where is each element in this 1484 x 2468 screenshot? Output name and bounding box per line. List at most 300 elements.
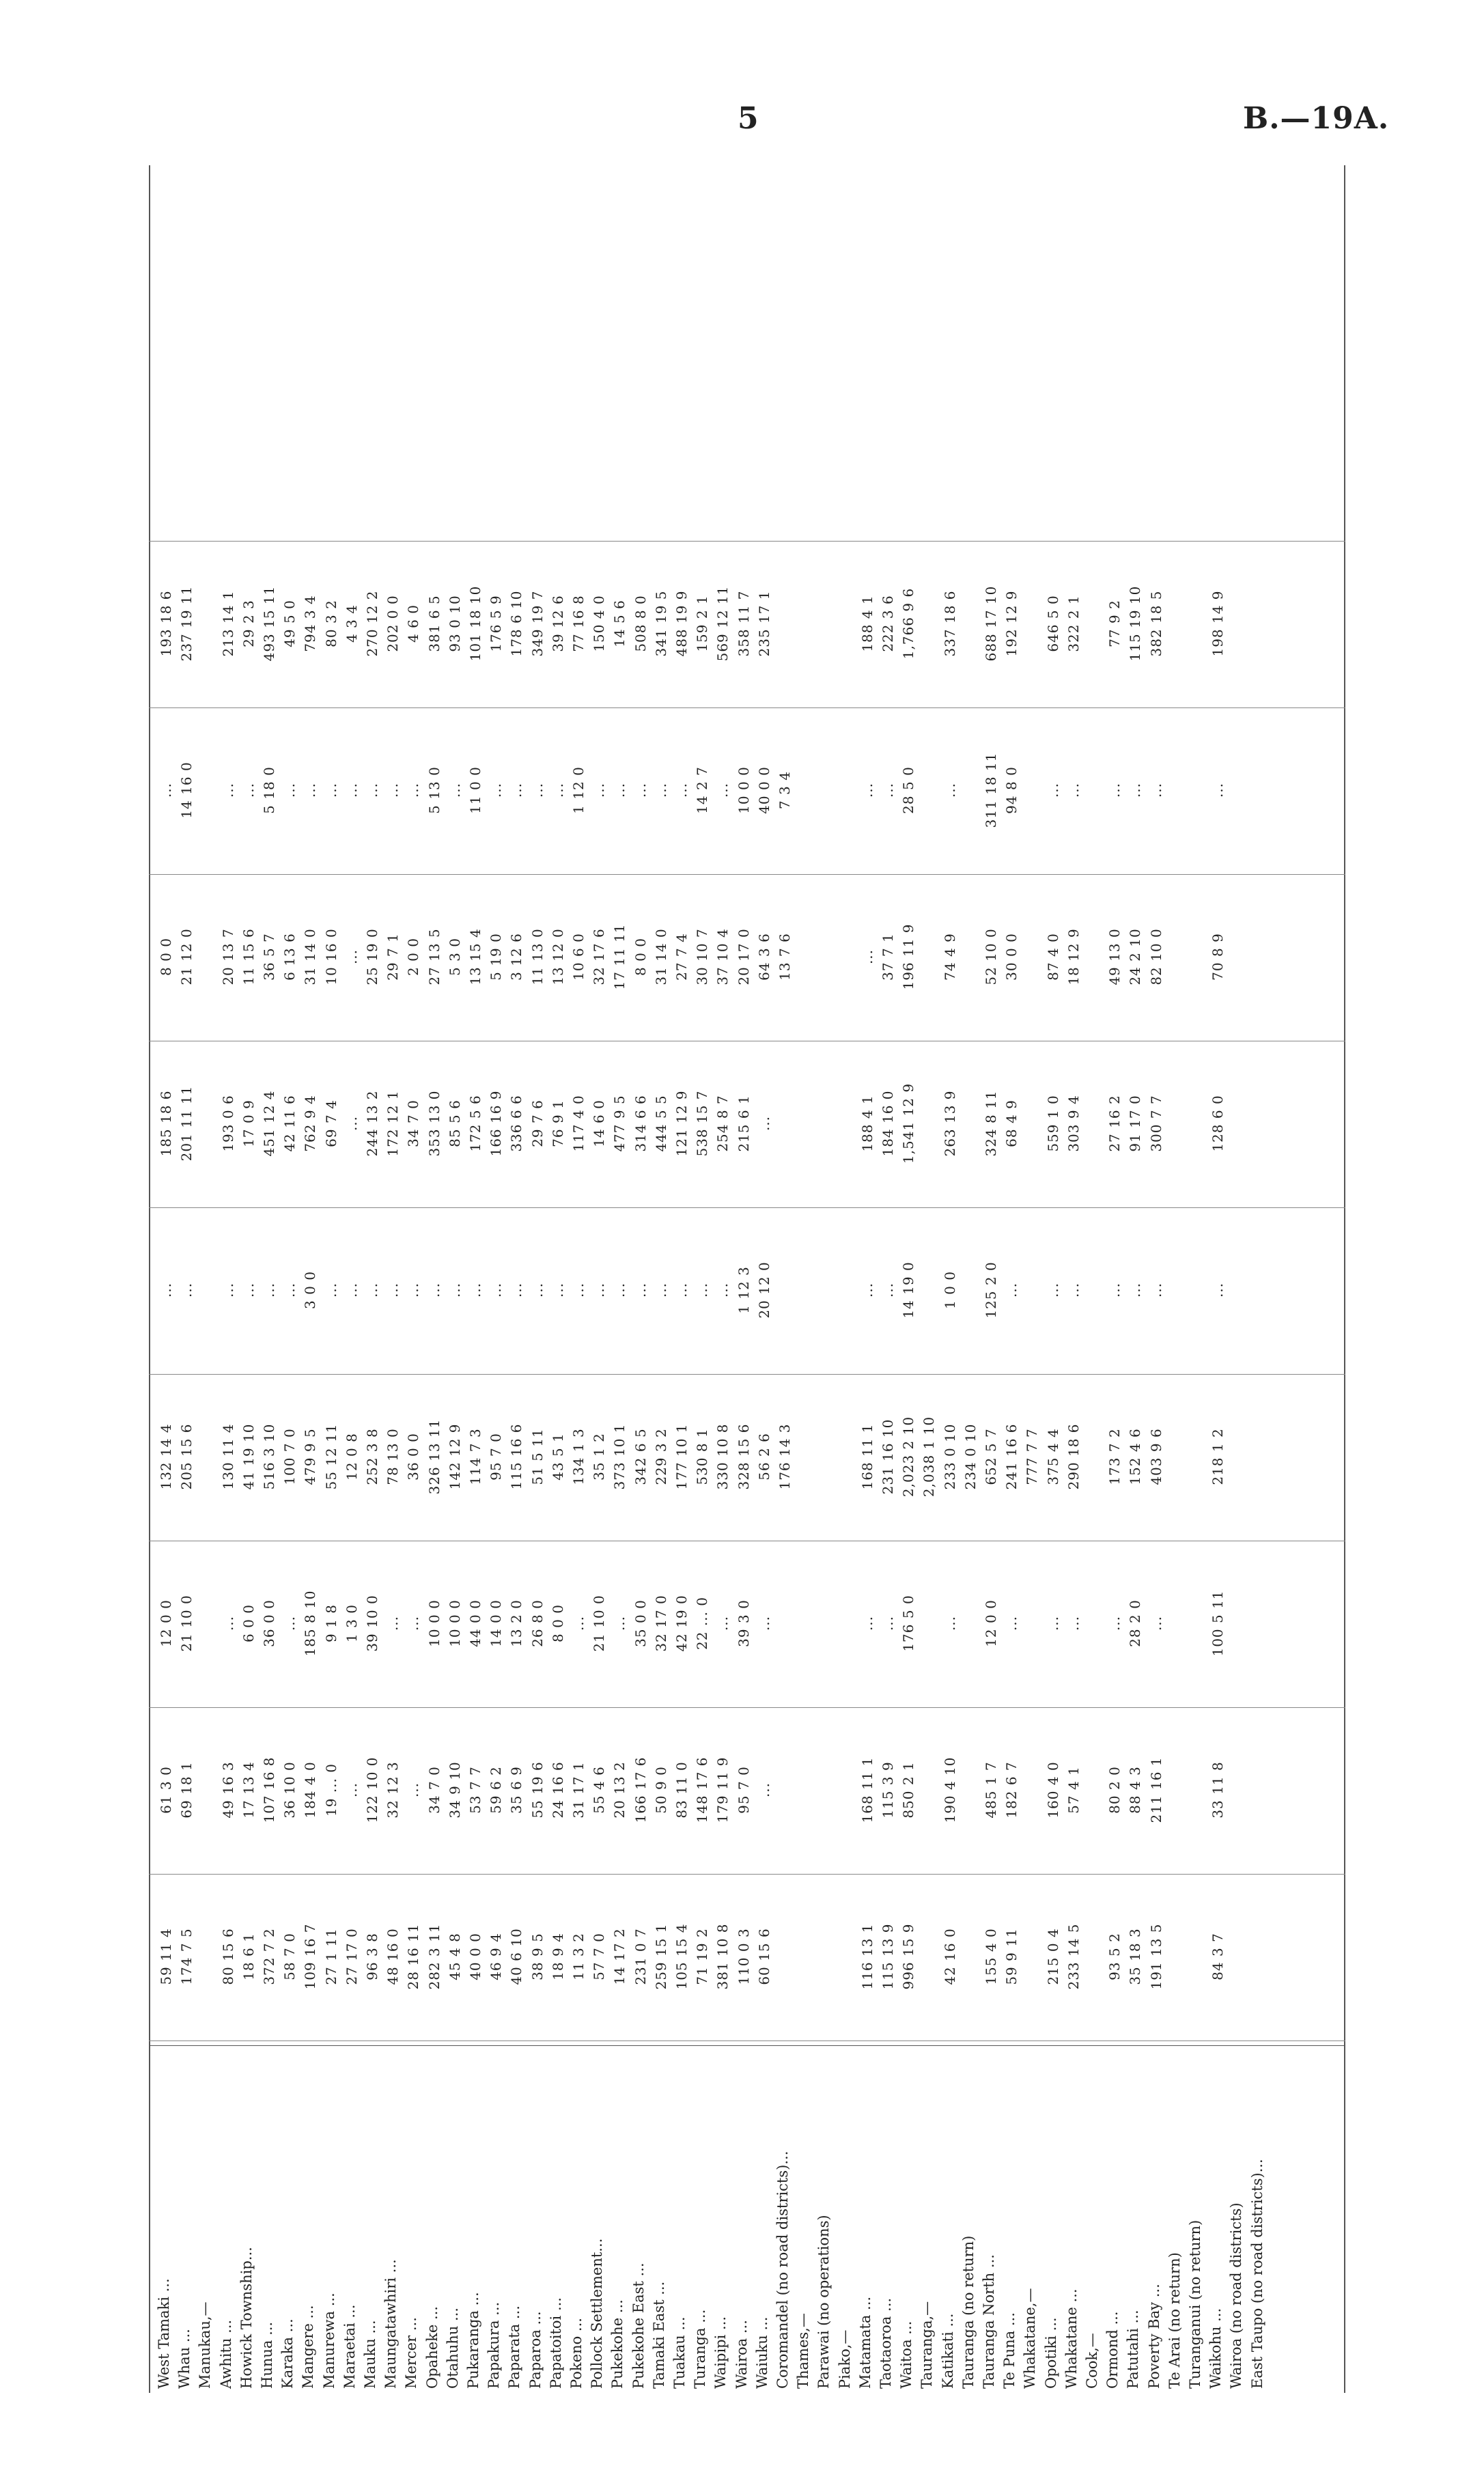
cell-value: 252 3 8 [364,1428,380,1485]
cell-value: 191 13 5 [1147,1923,1164,1990]
table-cell [817,707,835,874]
cell-value: 116 13 1 [858,1923,876,1990]
table-cell [652,1374,670,1541]
table-cell [466,1207,484,1374]
table-cell [1168,707,1186,874]
table-row [240,169,257,2389]
table-cell [879,1374,897,1541]
cell-value: ... [880,1282,896,1298]
row-label-cell [322,2041,340,2389]
cell-value: 95 7 0 [735,1766,752,1814]
table-cell [384,1207,402,1374]
table-cell [240,541,257,707]
cell-value: 22 ... 0 [694,1597,711,1650]
table-cell [507,541,525,707]
cell-value: 101 18 10 [467,585,484,662]
table-cell [652,1874,670,2041]
table-cell [776,1041,794,1207]
row-label: East Taupo (no road districts)... [1248,2159,1265,2389]
table-cell [632,541,649,707]
cell-value: ... [446,782,463,798]
cell-value: 235 17 1 [755,590,772,657]
table-row [1188,169,1206,2389]
table-cell [507,1374,525,1541]
table-cell [404,1707,422,1874]
cell-value: 777 7 7 [1024,1428,1041,1485]
cell-value: 488 19 9 [673,590,690,657]
cell-value: 234 0 10 [962,1423,979,1490]
cell-value: 300 7 7 [1147,1095,1164,1152]
table-cell [652,1207,670,1374]
table-cell [941,541,959,707]
cell-value: 4 3 4 [343,604,360,643]
table-cell [735,1041,753,1207]
cell-value: 80 3 2 [322,600,339,647]
table-cell [1188,1541,1206,1707]
row-label: Pukaranga ... [465,2292,481,2389]
cell-value: 403 9 6 [1147,1428,1164,1485]
table-cell [1147,1874,1165,2041]
cell-value: 80 15 6 [219,1928,236,1985]
cell-value: 10 6 0 [570,933,587,981]
table-cell [1188,707,1206,874]
cell-value: 48 16 0 [384,1928,402,1985]
cell-value: 185 8 10 [302,1590,319,1657]
row-label: Pukekohe ... [609,2299,626,2389]
cell-value: ... [364,1282,380,1298]
table-cell [652,707,670,874]
table-row [962,169,979,2389]
table-cell [281,874,298,1041]
cell-value: 444 5 5 [652,1095,669,1152]
cell-value: 21 12 0 [178,928,195,985]
cell-value: 178 6 10 [508,590,525,657]
cell-value: 311 18 11 [983,752,999,828]
cell-value: 83 11 0 [673,1761,690,1819]
row-label-cell [652,2041,670,2389]
cell-value: 121 12 9 [673,1090,690,1157]
cell-value: 184 4 0 [302,1761,319,1819]
cell-value: ... [240,1282,257,1298]
table-cell [1250,1374,1268,1541]
table-cell [1250,541,1268,707]
table-cell [281,1541,298,1707]
table-cell [776,1707,794,1874]
cell-value: 30 0 0 [1003,933,1020,981]
table-cell [1085,874,1103,1041]
row-label: Katikati ... [939,2313,956,2389]
table-cell [1003,1541,1020,1707]
table-cell [466,541,484,707]
table-cell [673,874,690,1041]
table-row [157,169,175,2389]
cell-value: 215 0 4 [1044,1928,1061,1985]
table-row [693,169,711,2389]
table-cell [632,1707,649,1874]
table-cell [343,1374,361,1541]
column-rule [149,1374,1345,1375]
table-cell [611,1707,628,1874]
table-cell [425,1541,443,1707]
cell-value: 646 5 0 [1044,595,1061,652]
table-cell [260,541,278,707]
cell-value: 172 5 6 [467,1095,484,1152]
table-cell [1147,1041,1165,1207]
table-cell [363,1541,381,1707]
table-cell [363,1374,381,1541]
table-cell [1106,1207,1123,1374]
cell-value: 44 0 0 [467,1599,484,1647]
table-cell [487,541,505,707]
table-cell [982,1041,1000,1207]
table-cell [487,1874,505,2041]
cell-value: 31 14 0 [302,928,319,985]
cell-value: ... [384,1282,402,1298]
cell-value: 5 3 0 [446,938,463,976]
table-cell [404,874,422,1041]
cell-value: 31 17 1 [570,1761,587,1819]
cell-value: 35 6 9 [508,1766,525,1814]
table-cell [343,874,361,1041]
cell-value: ... [673,782,690,798]
cell-value: 32 17 0 [652,1595,669,1652]
table-cell [549,1541,567,1707]
row-label-cell [879,2041,897,2389]
table-cell [632,1374,649,1541]
table-cell [570,1207,587,1374]
row-label: Piako,— [836,2329,853,2389]
cell-value: 508 8 0 [632,595,649,652]
table-cell [982,1707,1000,1874]
table-cell [1209,1374,1227,1541]
table-cell [962,874,979,1041]
table-row [1126,169,1144,2389]
row-label-cell [260,2041,278,2389]
table-cell [1085,1874,1103,2041]
table-cell [363,1707,381,1874]
table-cell [673,707,690,874]
cell-value: 20 17 0 [735,928,752,985]
row-label-cell [632,2041,649,2389]
cell-value: 34 9 10 [446,1761,463,1819]
table-cell [941,1374,959,1541]
row-label-cell [281,2041,298,2389]
cell-value: 381 10 8 [714,1923,731,1990]
table-cell [858,1374,876,1541]
cell-value: ... [1065,1282,1082,1298]
cell-value: 193 18 6 [158,590,174,657]
table-cell [240,1041,257,1207]
table-cell [507,1874,525,2041]
cell-value: ... [1127,1282,1144,1298]
row-label-cell [1044,2041,1062,2389]
row-label: Ormond ... [1104,2311,1121,2389]
table-cell [1229,707,1247,874]
table-cell [219,1374,237,1541]
cell-value: 29 7 6 [529,1099,546,1147]
cell-value: 46 9 4 [488,1933,505,1980]
cell-value: 201 11 11 [178,1085,195,1162]
table-cell [1147,541,1165,707]
cell-value: 176 5 0 [900,1595,917,1652]
cell-value: 12 0 8 [343,1433,360,1481]
cell-value: 211 16 1 [1147,1756,1164,1823]
cell-value: 60 15 6 [755,1928,772,1985]
table-cell [425,1707,443,1874]
row-label: Te Arai (no return) [1166,2252,1183,2389]
table-cell [487,707,505,874]
row-label-cell [240,2041,257,2389]
cell-value: 114 7 3 [467,1428,484,1485]
table-row [343,169,361,2389]
row-label: Mauku ... [362,2320,378,2389]
cell-value: 237 19 11 [178,585,195,662]
table-cell [982,707,1000,874]
table-cell [343,1874,361,2041]
table-cell [301,1041,319,1207]
table-cell [1065,541,1082,707]
table-cell [1044,1707,1062,1874]
table-row [982,169,1000,2389]
table-cell [632,1041,649,1207]
table-cell [1106,874,1123,1041]
table-cell [590,874,608,1041]
cell-value: 173 7 2 [1106,1428,1123,1485]
cell-value: 115 13 9 [880,1923,896,1990]
table-cell [1106,1874,1123,2041]
table-cell [549,1041,567,1207]
cell-value: 14 2 7 [694,766,711,814]
table-cell [673,1707,690,1874]
cell-value: 168 11 1 [858,1756,876,1823]
cell-value: 43 5 1 [549,1433,566,1481]
row-label: Thames,— [795,2313,812,2389]
cell-value: ... [343,949,360,965]
cell-value: 17 11 11 [611,923,628,990]
table-cell [446,874,464,1041]
cell-value: 14 17 2 [611,1928,628,1985]
cell-value: 88 4 3 [1127,1766,1144,1814]
table-cell [1188,1374,1206,1541]
table-cell [301,707,319,874]
cell-value: 155 4 0 [983,1928,999,1985]
table-cell [1168,1541,1186,1707]
cell-value: 84 3 7 [1209,1933,1227,1980]
cell-value: 36 0 0 [261,1599,277,1647]
table-cell [941,1041,959,1207]
table-cell [1209,541,1227,707]
table-cell [1106,1707,1123,1874]
cell-value: ... [549,1282,566,1298]
table-cell [755,1874,773,2041]
cell-value: ... [302,782,319,798]
cell-value: 202 0 0 [384,595,402,652]
table-cell [817,1874,835,2041]
cell-value: ... [611,1282,628,1298]
cell-value: 11 3 2 [570,1933,587,1980]
table-row [632,169,649,2389]
row-label: Patutahi ... [1125,2310,1142,2389]
table-cell [838,1707,856,1874]
cell-value: 32 17 6 [591,928,608,985]
table-cell [1229,1541,1247,1707]
cell-value: 27 1 11 [322,1928,339,1985]
table-cell [1188,1707,1206,1874]
row-label: Matamata ... [856,2296,873,2389]
table-row [941,169,959,2389]
table-cell [714,1374,731,1541]
table-cell [817,874,835,1041]
table-cell [1023,1374,1041,1541]
page-number: 5 [738,101,759,136]
table-cell [590,1874,608,2041]
table-cell [240,1374,257,1541]
table-cell [363,1207,381,1374]
table-row [570,169,587,2389]
table-row [776,169,794,2389]
row-label-cell [425,2041,443,2389]
table-row [507,169,525,2389]
table-cell [714,1541,731,1707]
table-cell [755,1541,773,1707]
row-label: Tauranga North ... [981,2254,997,2389]
cell-value: 8 0 0 [632,938,649,976]
cell-value: 25 19 0 [364,928,380,985]
table-cell [1126,874,1144,1041]
table-cell [652,1541,670,1707]
table-cell [260,1207,278,1374]
cell-value: 652 5 7 [983,1428,999,1485]
cell-value: 152 4 6 [1127,1428,1144,1485]
table-cell [466,1541,484,1707]
cell-value: ... [158,782,174,798]
cell-value: 27 13 5 [425,928,443,985]
cell-value: 18 9 4 [549,1933,566,1980]
table-cell [384,1707,402,1874]
cell-value: 35 18 3 [1127,1928,1144,1985]
row-label: Papatoitoi ... [547,2297,564,2389]
cell-value: ... [467,1282,484,1298]
cell-value: 42 19 0 [673,1595,690,1652]
cell-value: 76 9 1 [549,1099,566,1147]
cell-value: 53 7 7 [467,1766,484,1814]
table-row [673,169,690,2389]
cell-value: 21 10 0 [178,1595,195,1652]
table-cell [260,874,278,1041]
row-label: Otahuhu ... [444,2308,461,2389]
row-label: Turanganui (no return) [1187,2219,1203,2389]
cell-value: 107 16 8 [261,1756,277,1823]
table-cell [281,1374,298,1541]
table-cell [487,1207,505,1374]
table-cell [714,541,731,707]
cell-value: ... [1003,1615,1020,1631]
row-label: Tamaki East ... [650,2281,667,2389]
table-cell [755,1374,773,1541]
cell-value: 14 0 0 [488,1599,505,1647]
cell-value: ... [343,1115,360,1132]
cell-value: 479 9 5 [302,1428,319,1485]
table-cell [1023,1541,1041,1707]
table-cell [198,1041,216,1207]
table-cell [322,1874,340,2041]
table-cell [240,1874,257,2041]
table-cell [157,1874,175,2041]
row-label: Pollock Settlement... [589,2238,606,2389]
cell-value: 14 5 6 [611,600,628,647]
row-label: Tauranga (no return) [960,2235,977,2389]
cell-value: ... [508,782,525,798]
row-label: Pukekohe East ... [630,2262,647,2389]
cell-value: ... [880,782,896,798]
table-cell [198,541,216,707]
cell-value: 13 7 6 [776,933,793,981]
table-cell [157,874,175,1041]
cell-value: 105 15 4 [673,1923,690,1990]
table-cell [735,1874,753,2041]
table-cell [735,874,753,1041]
table-cell [178,1541,195,1707]
cell-value: 5 13 0 [425,766,443,814]
table-cell [652,1707,670,1874]
table-row [1168,169,1186,2389]
cell-value: 28 16 11 [405,1923,422,1990]
table-cell [240,707,257,874]
cell-value: 94 8 0 [1003,766,1020,814]
row-label: Tauranga,— [919,2301,936,2389]
cell-value: 375 4 4 [1044,1428,1061,1485]
table-cell [962,1207,979,1374]
table-cell [404,1374,422,1541]
table-cell [1044,1874,1062,2041]
cell-value: 28 2 0 [1127,1599,1144,1647]
cell-value: 7 3 4 [776,771,793,809]
table-cell [549,1207,567,1374]
table-cell [838,1541,856,1707]
row-label: Opaheke ... [423,2306,440,2389]
table-cell [941,1707,959,1874]
table-cell [899,1374,917,1541]
table-row [735,169,753,2389]
table-cell [899,1207,917,1374]
cell-value: 322 2 1 [1065,595,1082,652]
row-label: Papakura ... [486,2301,503,2389]
cell-value: 20 12 0 [755,1261,772,1319]
table-row [590,169,608,2389]
cell-value: 17 13 4 [240,1761,257,1819]
cell-value: 59 6 2 [488,1766,505,1814]
table-cell [384,707,402,874]
table-cell [982,874,1000,1041]
cell-value: 36 5 7 [261,933,277,981]
row-label: Waitoa ... [898,2320,915,2389]
table-cell [487,1707,505,1874]
cell-value: ... [1044,1282,1061,1298]
table-cell [446,1207,464,1374]
cell-value: 196 11 9 [900,923,917,990]
table-cell [1188,1874,1206,2041]
cell-value: ... [591,782,608,798]
table-cell [1023,1707,1041,1874]
cell-value: 41 19 10 [240,1423,257,1490]
table-cell [693,874,711,1041]
cell-value: ... [1003,1282,1020,1298]
table-cell [673,1374,690,1541]
cell-value: ... [425,1282,443,1298]
cell-value: ... [384,1615,402,1631]
table-cell [1188,541,1206,707]
table-cell [982,1874,1000,2041]
